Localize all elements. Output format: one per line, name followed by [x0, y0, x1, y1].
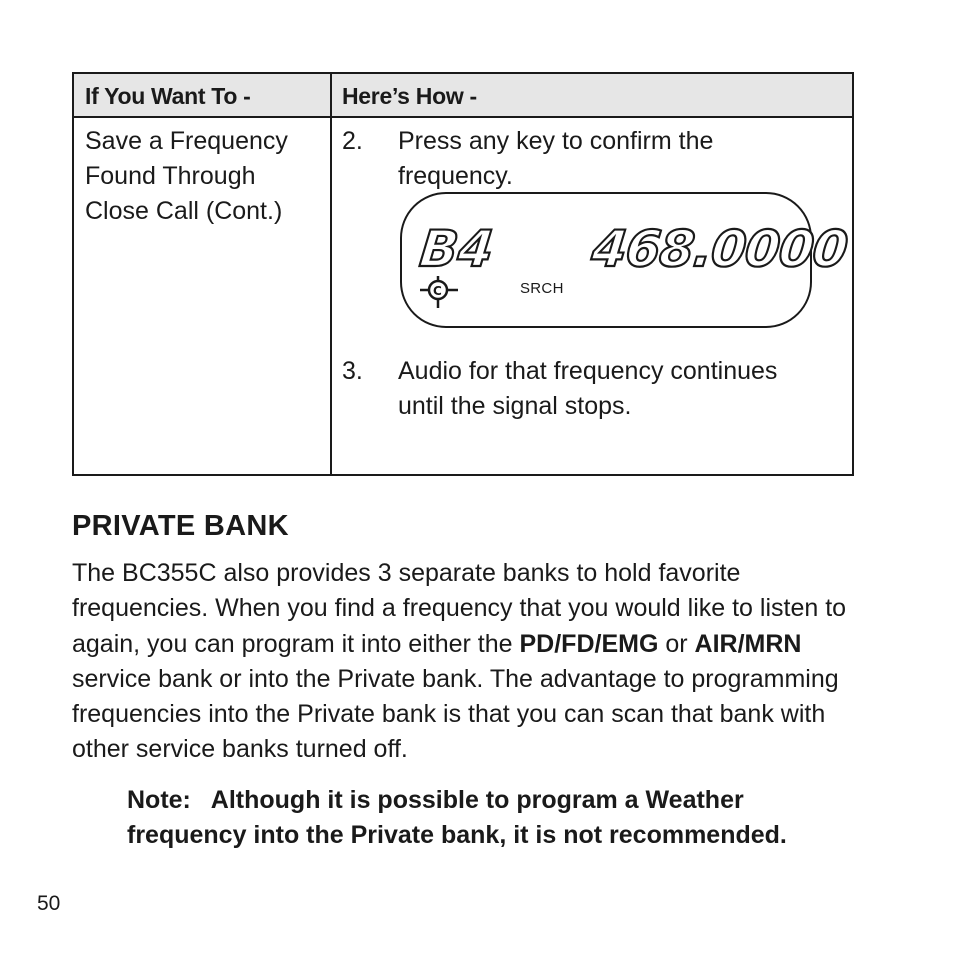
- page-number: 50: [37, 892, 61, 915]
- table-header-row: [74, 74, 852, 118]
- step-number: 3.: [342, 357, 363, 385]
- note-text: Note: Although it is possible to program a Weather frequency into the Private bank, it is not recommended.: [127, 786, 787, 849]
- paragraph-text: service bank or into the Private bank. The advantage to programming frequencies into the Private bank is that you can scan that bank with other service banks turned off.: [72, 664, 839, 764]
- header-if-you-want-to: If You Want To -: [85, 83, 251, 109]
- paragraph-bold-term: PD/FD/EMG: [519, 629, 659, 658]
- step-text: Press any key to confirm the frequency.: [398, 127, 714, 190]
- step-text: Audio for that frequency continues until the signal stops.: [398, 357, 778, 420]
- svg-text:C: C: [433, 284, 442, 298]
- task-description: Save a Frequency Found Through Close Call (Cont.): [85, 127, 288, 225]
- section-title: PRIVATE BANK: [72, 510, 289, 542]
- close-call-c-icon: [420, 276, 458, 308]
- instruction-table: [72, 72, 854, 476]
- lcd-display-graphic: [402, 194, 850, 330]
- lcd-srch-indicator: SRCH: [520, 280, 564, 297]
- header-heres-how: Here’s How -: [342, 83, 477, 109]
- paragraph-text: The BC355C also provides 3 separate banks to hold favorite frequencies. When you find a frequency that you would like to listen to again, you can program it into either the: [72, 559, 847, 658]
- column-divider: [330, 74, 332, 474]
- lcd-frequency-text: 468.0000: [589, 219, 850, 278]
- lcd-display: [400, 192, 850, 328]
- step-number: 2.: [342, 127, 363, 155]
- paragraph-bold-term: AIR/MRN: [694, 629, 802, 658]
- paragraph-text: or: [658, 629, 695, 658]
- lcd-bank-text: B4: [417, 219, 497, 278]
- body-paragraph: [72, 556, 862, 768]
